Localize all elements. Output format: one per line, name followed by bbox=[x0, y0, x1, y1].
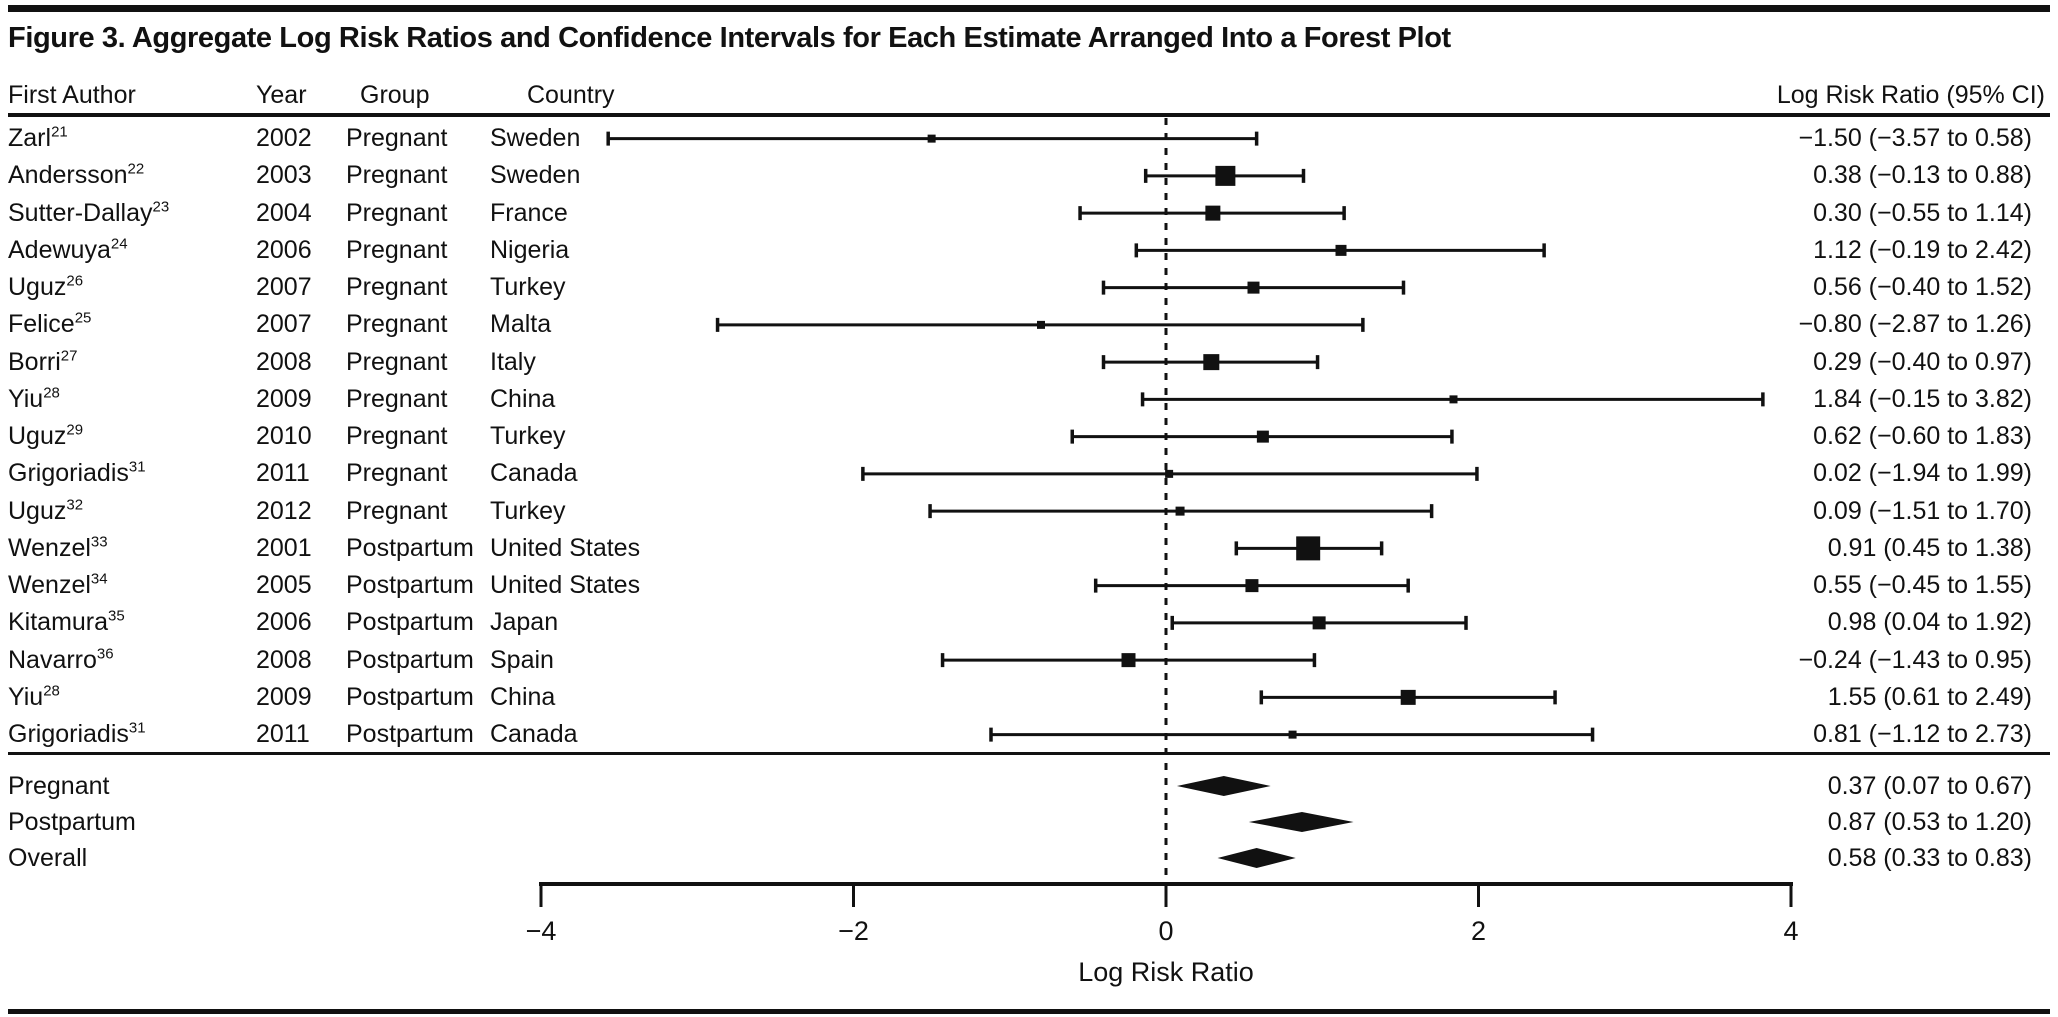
study-year: 2004 bbox=[256, 198, 312, 227]
point-estimate-marker bbox=[1336, 245, 1347, 256]
study-reference-number: 28 bbox=[43, 384, 60, 402]
study-year: 2003 bbox=[256, 161, 312, 190]
study-author: Navarro$^{36}$ bbox=[8, 645, 114, 674]
study-group: Postpartum bbox=[346, 608, 474, 637]
study-reference-number: 27 bbox=[60, 347, 78, 365]
study-ci-text: −1.50 (−3.57 to 0.58) bbox=[1798, 124, 2032, 152]
study-country: Italy bbox=[490, 347, 536, 376]
study-reference-number: 23 bbox=[152, 198, 170, 216]
study-year: 2010 bbox=[256, 422, 312, 450]
summary-name: Overall bbox=[8, 844, 88, 872]
study-year: 2011 bbox=[256, 459, 310, 488]
study-author: Borri$^{27}$ bbox=[8, 347, 78, 376]
point-estimate-marker bbox=[1203, 354, 1219, 370]
study-author: Zarl$^{21}$ bbox=[8, 123, 68, 152]
study-reference-number: 28 bbox=[43, 682, 60, 700]
study-year: 2006 bbox=[256, 235, 312, 264]
point-estimate-marker bbox=[1296, 536, 1320, 560]
study-year: 2008 bbox=[256, 645, 312, 674]
study-year: 2001 bbox=[256, 533, 312, 562]
study-country: United States bbox=[490, 533, 641, 562]
study-group: Pregnant bbox=[346, 347, 448, 376]
study-country: Spain bbox=[490, 645, 554, 674]
study-reference-number: 34 bbox=[90, 570, 108, 588]
study-country: Sweden bbox=[490, 124, 581, 152]
study-group: Pregnant bbox=[346, 235, 448, 264]
study-reference-number: 36 bbox=[96, 645, 114, 663]
point-estimate-marker bbox=[1248, 282, 1260, 294]
study-country: Turkey bbox=[490, 273, 566, 301]
col-header-year: Year bbox=[256, 81, 307, 109]
study-reference-number: 21 bbox=[51, 123, 68, 141]
study-ci-text: 0.98 (0.04 to 1.92) bbox=[1827, 608, 2032, 637]
x-tick-label: −4 bbox=[525, 916, 557, 946]
study-author: Kitamura$^{35}$ bbox=[8, 607, 125, 637]
study-group: Pregnant bbox=[346, 161, 448, 190]
study-year: 2007 bbox=[256, 310, 312, 339]
study-year: 2007 bbox=[256, 273, 312, 301]
point-estimate-marker bbox=[1122, 653, 1136, 667]
study-ci-text: 0.81 (−1.12 to 2.73) bbox=[1813, 720, 2032, 748]
study-ci-text: 0.02 (−1.94 to 1.99) bbox=[1813, 459, 2032, 488]
study-group: Pregnant bbox=[346, 124, 448, 152]
point-estimate-marker bbox=[1215, 166, 1235, 186]
figure-title: Figure 3. Aggregate Log Risk Ratios and Confidence Intervals for Each Estimate Arranged Into a Forest Plot bbox=[8, 22, 1451, 54]
study-ci-text: 1.55 (0.61 to 2.49) bbox=[1827, 682, 2032, 711]
study-ci-text: 0.62 (−0.60 to 1.83) bbox=[1813, 422, 2032, 450]
col-header-first-author: First Author bbox=[8, 81, 136, 109]
study-author: Adewuya$^{24}$ bbox=[8, 235, 128, 264]
point-estimate-marker bbox=[928, 135, 936, 143]
x-tick-label: −2 bbox=[838, 916, 869, 946]
study-country: China bbox=[490, 384, 556, 413]
point-estimate-marker bbox=[1401, 690, 1416, 705]
study-year: 2009 bbox=[256, 384, 312, 413]
study-group: Pregnant bbox=[346, 310, 448, 339]
study-group: Postpartum bbox=[346, 645, 474, 674]
study-group: Pregnant bbox=[346, 496, 448, 525]
point-estimate-marker bbox=[1037, 321, 1045, 329]
point-estimate-marker bbox=[1205, 206, 1220, 221]
study-author: Andersson$^{22}$ bbox=[8, 160, 145, 190]
point-estimate-marker bbox=[1245, 579, 1258, 592]
col-header-country: Country bbox=[527, 81, 615, 109]
summary-diamond bbox=[1249, 812, 1354, 832]
study-author: Wenzel$^{33}$ bbox=[8, 533, 108, 562]
summary-ci-text: 0.37 (0.07 to 0.67) bbox=[1827, 772, 2032, 800]
study-author: Sutter-Dallay$^{23}$ bbox=[8, 198, 170, 227]
study-ci-text: 0.55 (−0.45 to 1.55) bbox=[1813, 571, 2032, 599]
study-author: Yiu$^{28}$ bbox=[8, 682, 60, 711]
study-group: Postpartum bbox=[346, 720, 474, 748]
study-reference-number: 35 bbox=[108, 607, 125, 625]
study-country: Canada bbox=[490, 459, 578, 488]
study-ci-text: −0.24 (−1.43 to 0.95) bbox=[1798, 645, 2032, 674]
study-author: Grigoriadis$^{31}$ bbox=[8, 458, 146, 488]
study-ci-text: −0.80 (−2.87 to 1.26) bbox=[1798, 310, 2032, 339]
study-country: China bbox=[490, 682, 556, 711]
study-year: 2006 bbox=[256, 608, 312, 637]
study-author: Wenzel$^{34}$ bbox=[8, 570, 108, 599]
study-author: Yiu$^{28}$ bbox=[8, 384, 60, 413]
study-country: United States bbox=[490, 571, 641, 599]
study-country: Malta bbox=[490, 310, 552, 339]
x-tick-label: 0 bbox=[1158, 916, 1174, 946]
point-estimate-marker bbox=[1257, 431, 1269, 443]
study-ci-text: 0.30 (−0.55 to 1.14) bbox=[1813, 198, 2032, 227]
study-reference-number: 31 bbox=[128, 458, 146, 476]
study-year: 2012 bbox=[256, 496, 312, 525]
study-reference-number: 31 bbox=[128, 719, 146, 737]
study-reference-number: 32 bbox=[66, 496, 84, 514]
study-country: Japan bbox=[490, 608, 559, 637]
x-tick-label: 2 bbox=[1470, 916, 1487, 946]
summary-diamond bbox=[1177, 776, 1271, 796]
study-group: Postpartum bbox=[346, 682, 474, 711]
study-ci-text: 0.91 (0.45 to 1.38) bbox=[1827, 533, 2032, 562]
study-year: 2005 bbox=[256, 571, 312, 599]
summary-ci-text: 0.58 (0.33 to 0.83) bbox=[1827, 844, 2032, 872]
point-estimate-marker bbox=[1450, 395, 1458, 403]
study-reference-number: 25 bbox=[74, 309, 92, 327]
study-reference-number: 24 bbox=[110, 235, 128, 253]
point-estimate-marker bbox=[1165, 470, 1173, 478]
study-country: France bbox=[490, 198, 568, 227]
study-group: Pregnant bbox=[346, 273, 448, 301]
study-country: Turkey bbox=[490, 422, 566, 450]
study-year: 2009 bbox=[256, 682, 312, 711]
summary-name: Pregnant bbox=[8, 772, 110, 800]
study-author: Uguz$^{29}$ bbox=[8, 421, 84, 450]
study-year: 2002 bbox=[256, 124, 312, 152]
col-header-log-risk-ratio: Log Risk Ratio (95% CI) bbox=[1776, 81, 2045, 109]
study-author: Uguz$^{32}$ bbox=[8, 496, 84, 525]
study-group: Pregnant bbox=[346, 198, 448, 227]
study-ci-text: 0.38 (−0.13 to 0.88) bbox=[1813, 161, 2032, 190]
study-year: 2011 bbox=[256, 720, 310, 748]
study-reference-number: 33 bbox=[90, 533, 108, 551]
point-estimate-marker bbox=[1289, 731, 1297, 739]
study-ci-text: 0.09 (−1.51 to 1.70) bbox=[1813, 496, 2032, 525]
summary-name: Postpartum bbox=[8, 808, 136, 836]
study-group: Postpartum bbox=[346, 533, 474, 562]
col-header-group: Group bbox=[360, 81, 430, 109]
summary-separator-rule bbox=[8, 752, 2050, 755]
study-country: Canada bbox=[490, 720, 578, 748]
study-country: Nigeria bbox=[490, 235, 570, 264]
study-author: Grigoriadis$^{31}$ bbox=[8, 719, 146, 748]
study-year: 2008 bbox=[256, 347, 312, 376]
study-group: Pregnant bbox=[346, 422, 448, 450]
point-estimate-marker bbox=[1313, 616, 1326, 629]
summary-diamond bbox=[1218, 848, 1296, 868]
study-country: Sweden bbox=[490, 161, 581, 190]
study-group: Pregnant bbox=[346, 384, 448, 413]
study-ci-text: 1.12 (−0.19 to 2.42) bbox=[1813, 235, 2032, 264]
study-ci-text: 0.29 (−0.40 to 0.97) bbox=[1813, 347, 2032, 376]
summary-ci-text: 0.87 (0.53 to 1.20) bbox=[1827, 808, 2032, 836]
study-country: Turkey bbox=[490, 496, 566, 525]
study-group: Pregnant bbox=[346, 459, 448, 488]
study-author: Felice$^{25}$ bbox=[8, 309, 92, 339]
study-author: Uguz$^{26}$ bbox=[8, 272, 84, 301]
x-tick-label: 4 bbox=[1783, 916, 1799, 946]
x-axis-label: Log Risk Ratio bbox=[1078, 957, 1254, 987]
point-estimate-marker bbox=[1176, 507, 1185, 516]
study-group: Postpartum bbox=[346, 571, 474, 599]
study-ci-text: 0.56 (−0.40 to 1.52) bbox=[1813, 273, 2032, 301]
bottom-rule bbox=[8, 1009, 2050, 1014]
study-reference-number: 29 bbox=[66, 421, 84, 439]
study-ci-text: 1.84 (−0.15 to 3.82) bbox=[1813, 384, 2032, 413]
study-reference-number: 26 bbox=[66, 272, 84, 290]
study-reference-number: 22 bbox=[127, 160, 145, 178]
